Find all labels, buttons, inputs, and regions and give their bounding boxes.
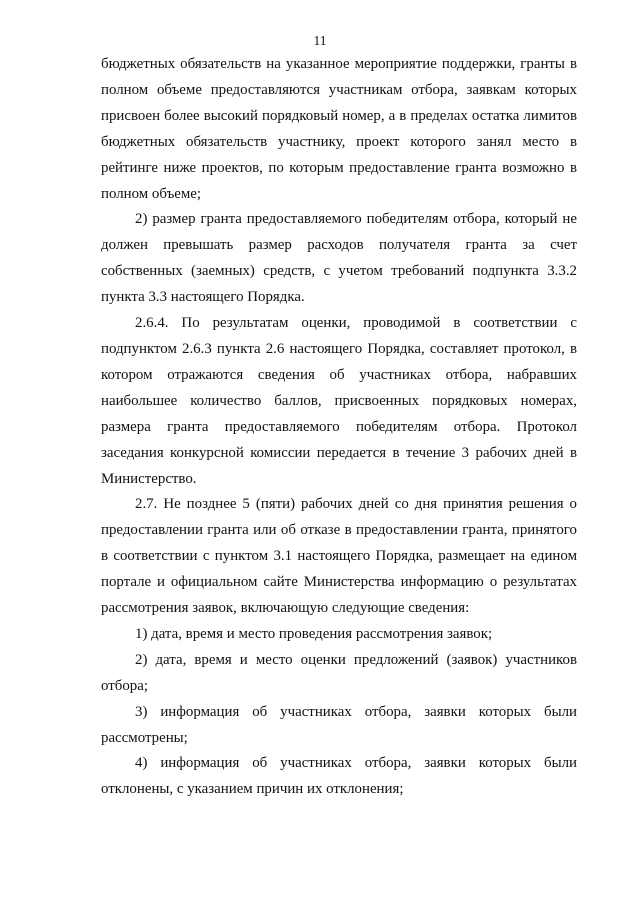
list-item-1: 1) дата, время и место проведения рассмотрения заявок; [135,625,493,642]
list-item-3: 3) информация об участниках отбора, заявки которых были рассмотрены; [101,703,577,746]
paragraph-grant-size: 2) размер гранта предоставляемого победителям отбора, который не должен превышать размер расходов получателя гранта за счет собственных (заемных) средств, с учетом требований подпункта 3.3.2 пункта 3.3 настоящего Порядка. [101,211,577,306]
document-body [101,52,577,803]
list-item-2: 2) дата, время и место оценки предложений (заявок) участников отбора; [101,651,577,694]
list-item-4: 4) информация об участниках отбора, заявки которых были отклонены, с указанием причин их отклонения; [101,755,577,798]
paragraph-2-6-4: 2.6.4. По результатам оценки, проводимой в соответствии с подпунктом 2.6.3 пункта 2.6 настоящего Порядка, составляет протокол, в котором отражаются сведения об участниках отбора, набравших наибольшее количество баллов, присвоенных порядковых номерах, размера гранта предоставляемого победителям отбора. Протокол заседания конкурсной комиссии передается в течение 3 рабочих дней в Министерство. [101,315,577,487]
paragraph-2-7: 2.7. Не позднее 5 (пяти) рабочих дней со дня принятия решения о предоставлении гранта или об отказе в предоставлении гранта, принятого в соответствии с пунктом 3.1 настоящего Порядка, размещает на едином портале и официальном сайте Министерства информацию о результатах рассмотрения заявок, включающую следующие сведения: [101,496,577,617]
page-number: 11 [313,33,327,48]
paragraph-continuation: бюджетных обязательств на указанное мероприятие поддержки, гранты в полном объеме предоставляются участникам отбора, заявкам которых присвоен более высокий порядковый номер, а в пределах остатка лимитов бюджетных обязательств участнику, проект которого занял место в рейтинге ниже проектов, по которым предоставление гранта возможно в полном объеме; [101,56,577,202]
